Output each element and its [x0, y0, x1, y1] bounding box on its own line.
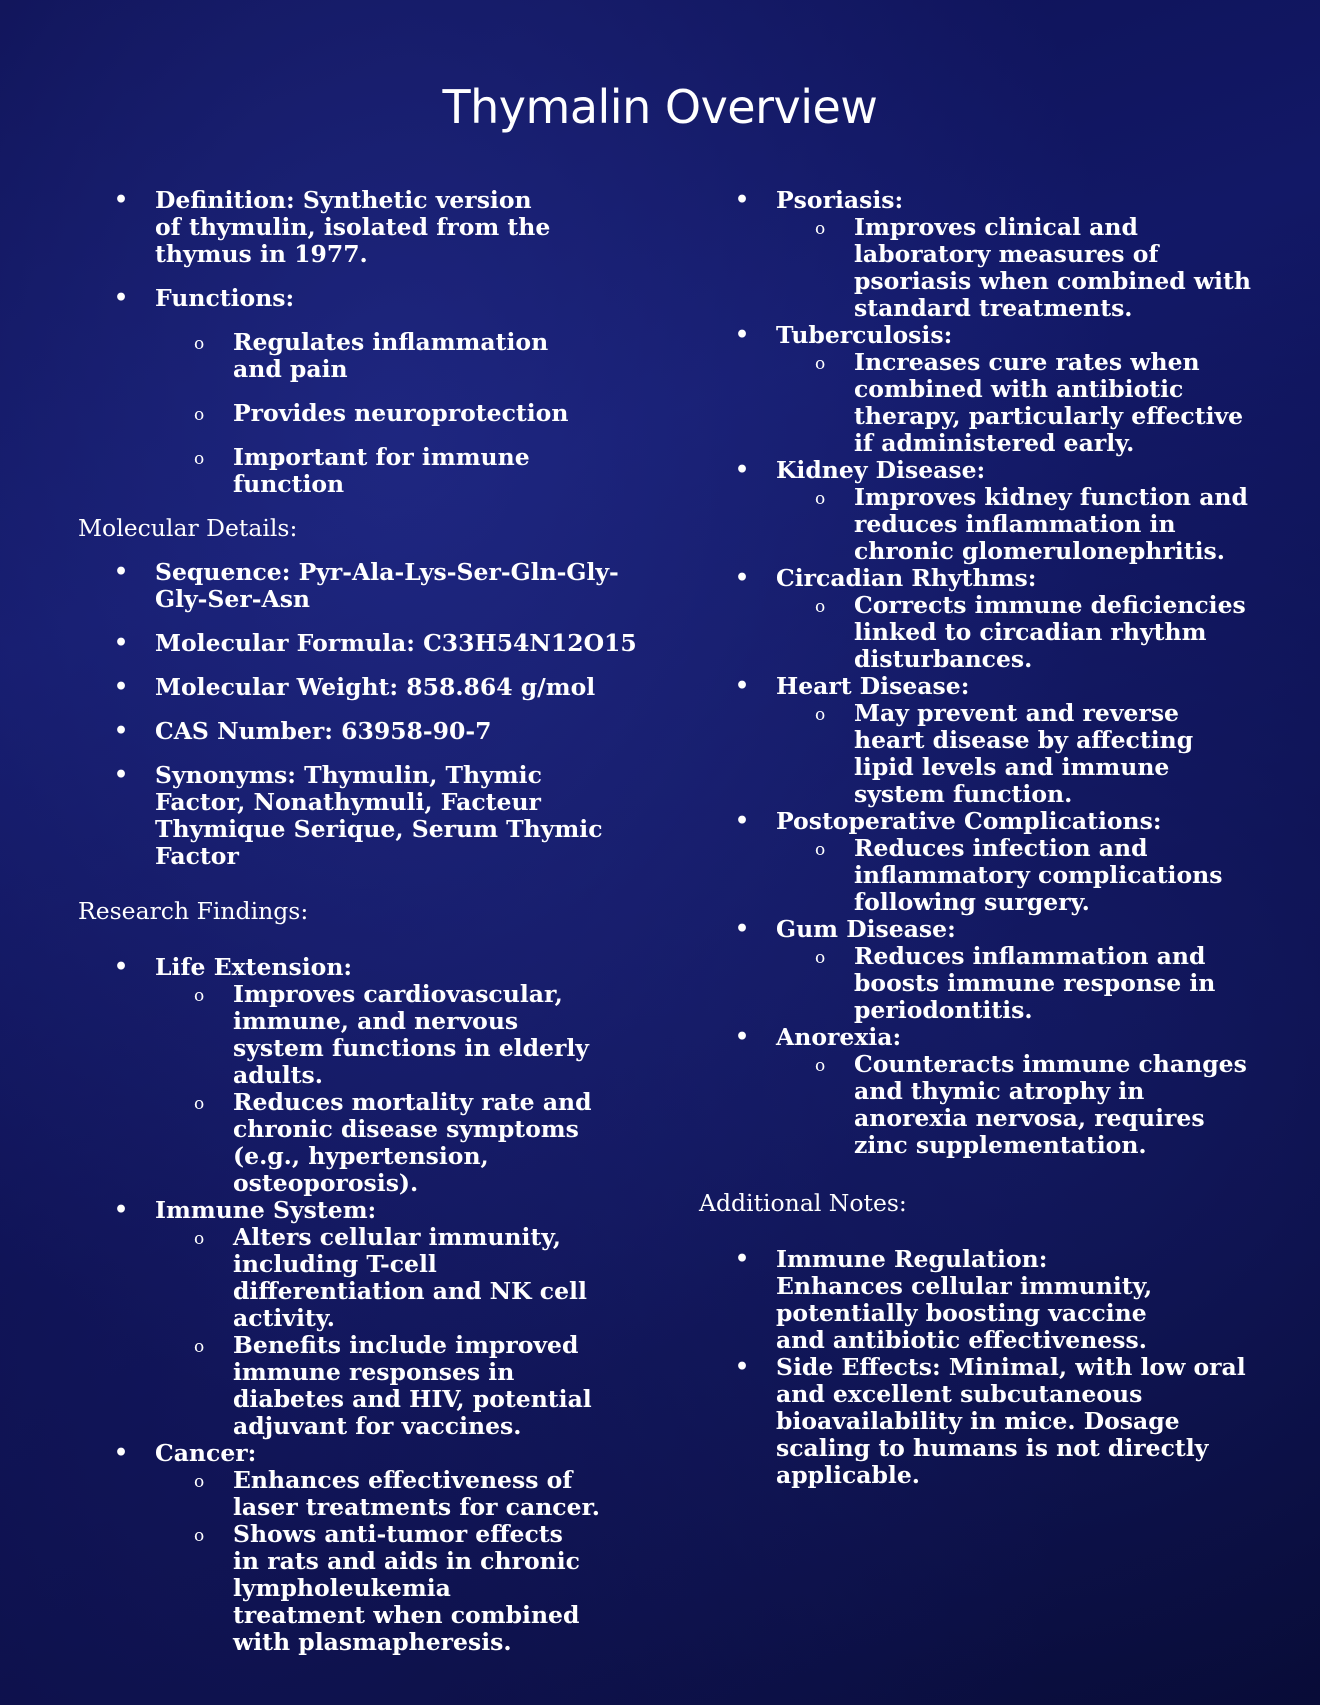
condition-item: • Circadian Rhythms:	[699, 565, 1259, 592]
research-sub-item: o Benefits include improved immune responses in diabetes and HIV, potential adjuvant for vaccines.	[78, 1332, 623, 1440]
research-list	[78, 954, 638, 1656]
page-title: Thymalin Overview	[442, 80, 878, 134]
molecular-heading: Molecular Details:	[78, 514, 298, 542]
research-item: • Life Extension:	[78, 954, 638, 981]
research-sub-item: o Shows anti-tumor effects in rats and aids in chronic lympholeukemia treatment when combined with plasmapheresis.	[78, 1521, 588, 1656]
note-item: • Side Effects: Minimal, with low oral and excellent subcutaneous bioavailability in mice. Dosage scaling to humans is not directly applicable.	[699, 1354, 1256, 1489]
notes-list	[699, 1246, 1259, 1489]
condition-sub-item: o Corrects immune deficiencies linked to circadian rhythm disturbances.	[699, 592, 1254, 673]
molecular-item: • Molecular Formula: C33H54N12O15	[78, 630, 638, 657]
functions-list	[78, 329, 638, 498]
functions-item: • Functions:	[78, 285, 638, 312]
condition-item: • Psoriasis:	[699, 187, 1259, 214]
research-item: • Immune System:	[78, 1197, 638, 1224]
condition-item: • Heart Disease:	[699, 673, 1259, 700]
research-sub-item: o Enhances effectiveness of laser treatments for cancer.	[78, 1467, 623, 1521]
function-item: o Important for immune function	[78, 444, 638, 498]
condition-sub-item: o Improves clinical and laboratory measures of psoriasis when combined with standard treatments.	[699, 214, 1254, 322]
research-item: • Cancer:	[78, 1440, 638, 1467]
condition-item: • Gum Disease:	[699, 916, 1259, 943]
molecular-item: • Molecular Weight: 858.864 g/mol	[78, 674, 638, 701]
condition-sub-item: o Reduces inflammation and boosts immune response in periodontitis.	[699, 943, 1234, 1024]
definition-item: • Definition: Synthetic version of thymulin, isolated from the thymus in 1977.	[78, 187, 565, 268]
function-item: o Provides neuroprotection	[78, 400, 638, 427]
right-column	[699, 187, 1259, 1489]
condition-sub-item: o Improves kidney function and reduces inflammation in chronic glomerulonephritis.	[699, 484, 1254, 565]
condition-item: • Postoperative Complications:	[699, 808, 1259, 835]
notes-heading: Additional Notes:	[699, 1189, 907, 1217]
condition-item: • Kidney Disease:	[699, 457, 1259, 484]
molecular-item: • CAS Number: 63958-90-7	[78, 718, 638, 745]
condition-sub-item: o May prevent and reverse heart disease by affecting lipid levels and immune system function.	[699, 700, 1254, 808]
condition-item: • Anorexia:	[699, 1024, 1259, 1051]
function-item: o Regulates inflammation and pain	[78, 329, 593, 383]
note-item: • Immune Regulation: Enhances cellular immunity, potentially boosting vaccine and antibiotic effectiveness.	[699, 1246, 1176, 1354]
conditions-list	[699, 187, 1259, 1159]
overview-list	[78, 187, 638, 312]
research-sub-item: o Alters cellular immunity, including T-cell differentiation and NK cell activity.	[78, 1224, 618, 1332]
condition-item: • Tuberculosis:	[699, 322, 1259, 349]
research-heading: Research Findings:	[78, 897, 309, 925]
condition-sub-item: o Counteracts immune changes and thymic atrophy in anorexia nervosa, requires zinc supplementation.	[699, 1051, 1259, 1159]
research-sub-item: o Improves cardiovascular, immune, and nervous system functions in elderly adults.	[78, 981, 603, 1089]
molecular-list	[78, 559, 638, 870]
condition-sub-item: o Reduces infection and inflammatory complications following surgery.	[699, 835, 1254, 916]
research-sub-item: o Reduces mortality rate and chronic disease symptoms (e.g., hypertension, osteoporosis).	[78, 1089, 598, 1197]
left-column	[78, 187, 638, 1656]
molecular-item: • Sequence: Pyr-Ala-Lys-Ser-Gln-Gly-Gly-Ser-Asn	[78, 559, 625, 613]
molecular-item: • Synonyms: Thymulin, Thymic Factor, Nonathymuli, Facteur Thymique Serique, Serum Thymic Factor	[78, 762, 635, 870]
condition-sub-item: o Increases cure rates when combined with antibiotic therapy, particularly effective if administered early.	[699, 349, 1264, 457]
